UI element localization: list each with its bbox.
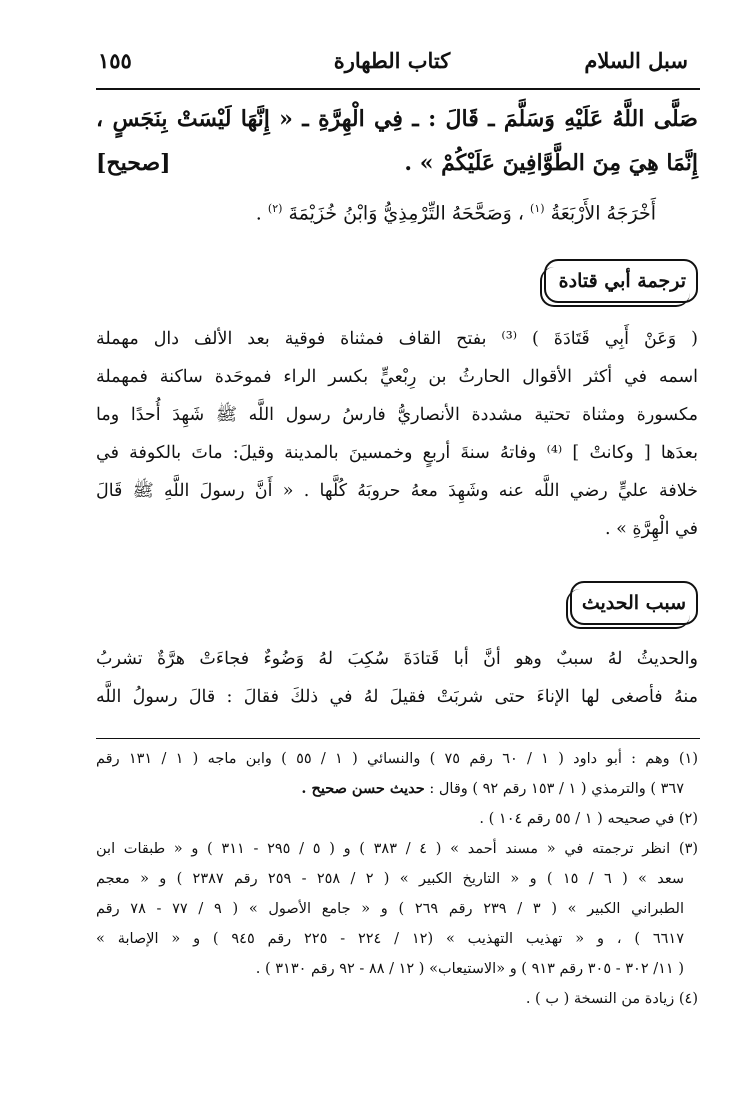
biography-line: ( وَعَنْ أَبِي قَتَادَةَ ) ⁽³⁾ بفتح القاف فمثناة فوقية بعد الألف دال مهملة <box>96 329 698 349</box>
footnote-text: ٣٦٧ ) والترمذي ( ١ / ١٥٣ رقم ٩٢ ) وقال : <box>424 781 684 797</box>
chapter-title: كتاب الطهارة <box>333 48 451 73</box>
footnote-grade: حديث حسن صحيح . <box>301 780 425 797</box>
footnote-line: (٢) في صحيحه ( ١ / ٥٥ رقم ١٠٤ ) . <box>479 811 698 827</box>
biography-line: اسمه في أكثر الأقوال الحارثُ بن رِبْعيٍّ بكسر الراء فموحَدة ساكنة فمهملة <box>96 367 698 387</box>
biography-line: خلافة عليٍّ رضي اللَّه عنه وشَهِدَ معهُ حروبَهُ كُلَّها . « أَنَّ رسولَ اللَّهِ ﷺ قَالَ <box>96 481 698 501</box>
section-heading-cause: سبب الحديث <box>570 581 698 625</box>
takhrij-continuation: ، وَصَحَّحَهُ التِّرْمِذِيُّ وَابْنُ خُزَيْمَةَ <box>282 202 524 225</box>
section-heading-biography: ترجمة أبي قتادة <box>544 259 698 303</box>
hadith-line-2: إِنَّمَا هِيَ مِنَ الطَّوَّافِينَ عَلَيْكُمْ » . <box>404 150 698 176</box>
hadith-grade: [صحيح] <box>96 150 171 176</box>
biography-paragraph <box>96 320 698 548</box>
footnotes <box>96 744 698 1014</box>
cause-line: والحديثُ لهُ سببٌ وهو أنَّ أبا قَتادَةَ سُكِبَ لهُ وَضُوءٌ فجاءَتْ هرَّةٌ تشربُ <box>96 649 698 669</box>
footnote-line: الطبراني الكبير » ( ٣ / ٢٣٩ رقم ٢٦٩ ) و « جامع الأصول » ( ٩ / ٧٧ - ٧٨ رقم <box>96 901 684 917</box>
footnote-line <box>96 774 698 804</box>
hadith-line-1: صَلَّى اللَّهُ عَلَيْهِ وَسَلَّمَ ـ قَالَ : ـ فِي الْهِرَّةِ ـ « إِنَّهَا لَيْسَتْ بِنَجَسٍ ، <box>96 106 698 132</box>
running-header <box>88 46 696 86</box>
cause-line: منهُ فأصغى لها الإناءَ حتى شربَتْ فقيلَ لهُ في ذلكَ فقالَ : قالَ رسولُ اللَّه <box>96 687 698 707</box>
footnote-line: (١) وهم : أبو داود ( ١ / ٦٠ رقم ٧٥ ) والنسائي ( ١ / ٥٥ ) وابن ماجه ( ١ / ١٣١ رقم <box>96 751 698 767</box>
biography-line: مكسورة ومثناة تحتية مشددة الأنصاريُّ فارسُ رسول اللَّه ﷺ شَهِدَ أُحدًا وما <box>96 405 698 425</box>
footnote-divider <box>96 738 700 739</box>
footnote-line: سعد » ( ٦ / ١٥ ) و « التاريخ الكبير » ( ٢ / ٢٥٨ - ٢٥٩ رقم ٢٣٨٧ ) و « معجم <box>96 871 684 887</box>
cause-paragraph <box>96 640 698 716</box>
footnote-line: ٦٦١٧ ) ، و « تهذيب التهذيب » (١٢ / ٢٢٤ - ٢٢٥ رقم ٩٤٥ ) و « الإصابة » <box>96 931 684 947</box>
footnote-ref-2[interactable]: (٢) <box>267 202 283 215</box>
header-divider <box>96 88 700 90</box>
footnote-line: ( ١١/ ٣٠٢ - ٣٠٥ رقم ٩١٣ ) و «الاستيعاب» ( ١٢ / ٨٨ - ٩٢ رقم ٣١٣٠ ) . <box>255 961 684 977</box>
footnote-line: (٤) زيادة من النسخة ( ب ) . <box>525 991 698 1007</box>
takhrij-end: . <box>255 202 262 225</box>
footnote-ref-1[interactable]: (١) <box>530 202 545 215</box>
hadith-takhrij <box>256 202 656 224</box>
book-title: سبل السلام <box>584 48 688 73</box>
biography-line: في الْهِرَّةِ » . <box>605 519 698 539</box>
biography-line: بعدَها [ وكانتْ ] ⁽⁴⁾ وفاتهُ سنةَ أربعٍ وخمسينَ بالمدينة وقيلَ: ماتَ بالكوفة في <box>96 443 698 463</box>
takhrij-text: أَخْرَجَهُ الأَرْبَعَةُ <box>550 202 656 225</box>
page-number: ١٥٥ <box>98 48 132 73</box>
footnote-line: (٣) انظر ترجمته في « مسند أحمد » ( ٤ / ٣٨٣ ) و ( ٥ / ٢٩٥ - ٣١١ ) و « طبقات ابن <box>96 841 699 857</box>
